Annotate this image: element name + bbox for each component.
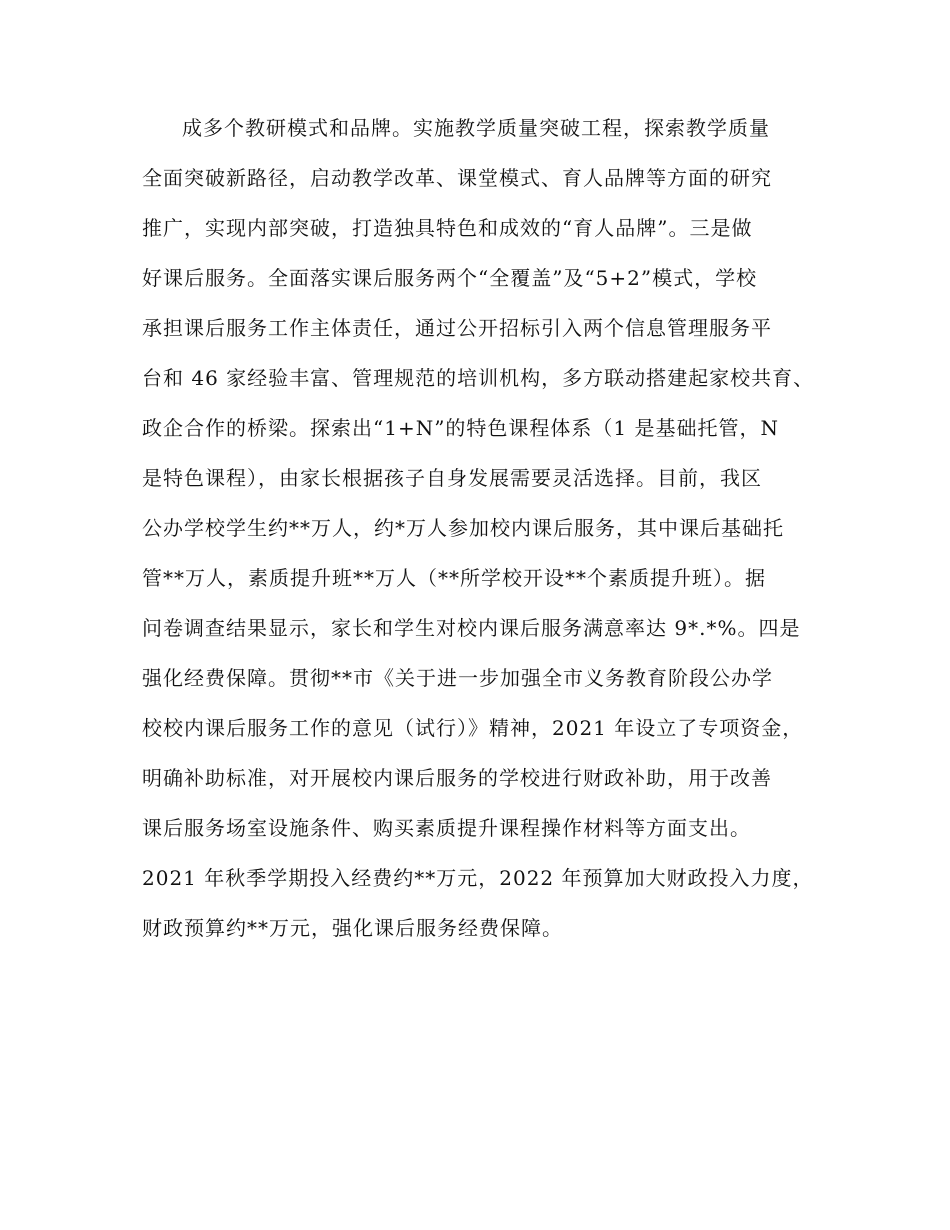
text-line: 是特色课程），由家长根据孩子自身发展需要灵活选择。目前，我区 [142,466,762,490]
body-text [142,108,822,958]
text-line: 2021 年秋季学期投入经费约**万元，2022 年预算加大财政投入力度， [142,866,814,890]
text-line: 公办学校学生约**万人，约*万人参加校内课后服务，其中课后基础托 [142,516,784,540]
text-line: 承担课后服务工作主体责任，通过公开招标引入两个信息管理服务平 [142,316,772,340]
text-line: 管**万人，素质提升班**万人（**所学校开设**个素质提升班）。据 [142,566,766,590]
text-line: 全面突破新路径，启动教学改革、课堂模式、育人品牌等方面的研究 [142,166,772,190]
text-line: 明确补助标准，对开展校内课后服务的学校进行财政补助，用于改善 [142,766,772,790]
text-line: 校校内课后服务工作的意见（试行）》精神，2021 年设立了专项资金， [142,716,804,740]
text-line: 政企合作的桥梁。探索出“1+N”的特色课程体系（1 是基础托管，N [142,416,780,440]
text-line: 财政预算约**万元，强化课后服务经费保障。 [142,916,563,940]
text-line: 台和 46 家经验丰富、管理规范的培训机构，多方联动搭建起家校共育、 [142,366,815,390]
text-line: 强化经费保障。贯彻**市《关于进一步加强全市义务教育阶段公办学 [142,666,773,690]
text-line: 课后服务场室设施条件、购买素质提升课程操作材料等方面支出。 [142,816,751,840]
text-line: 问卷调查结果显示，家长和学生对校内课后服务满意率达 9*.*%。四是 [142,616,801,640]
text-line: 成多个教研模式和品牌。实施教学质量突破工程，探索教学质量 [182,116,770,140]
text-line: 好课后服务。全面落实课后服务两个“全覆盖”及“5+2”模式，学校 [142,266,758,290]
text-line: 推广，实现内部突破，打造独具特色和成效的“育人品牌”。三是做 [142,216,753,240]
